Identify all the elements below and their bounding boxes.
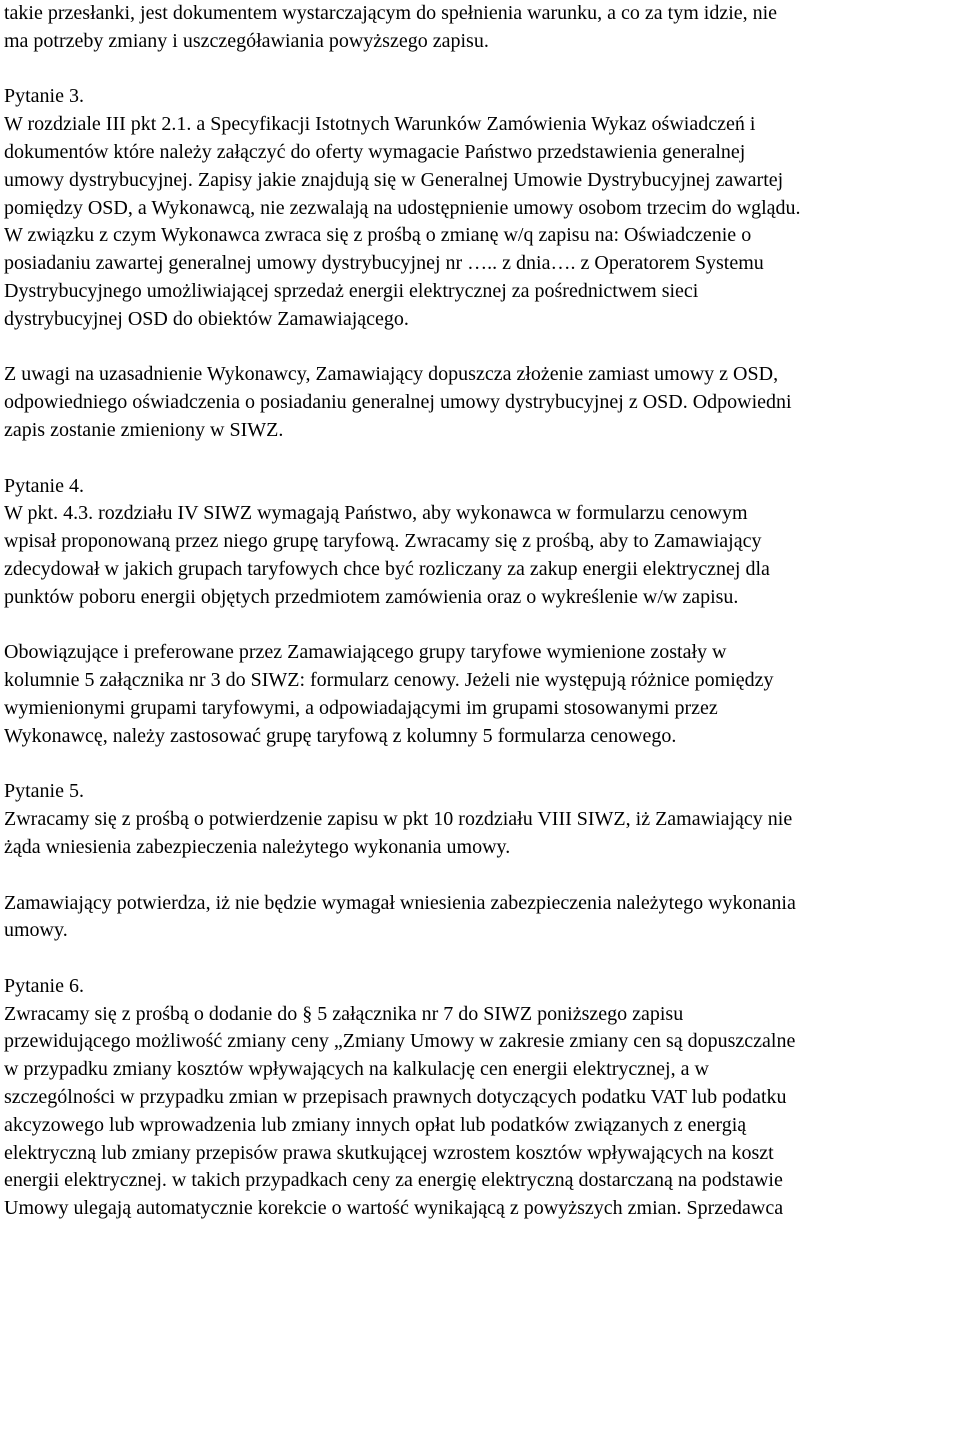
text-line: w przypadku zmiany kosztów wpływających na kalkulację cen energii elektrycznej, a w [4,1058,709,1081]
text-line: akcyzowego lub wprowadzenia lub zmiany innych opłat lub podatków związanych z energią [4,1113,747,1136]
question-6 [4,973,960,1223]
text-line: zapis zostanie zmieniony w SIWZ. [4,418,284,441]
paragraph-gap [4,862,960,890]
text-line: odpowiedniego oświadczenia o posiadaniu generalnej umowy dystrybucyjnej z OSD. Odpowiedni [4,391,792,414]
text-line: ma potrzeby zmiany i uszczegóławiania powyższego zapisu. [4,29,489,52]
question-heading: Pytanie 6. [4,974,84,997]
paragraph-gap [4,56,960,84]
question-heading: Pytanie 4. [4,474,84,497]
text-line: wymienionymi grupami taryfowymi, a odpowiadającymi im grupami stosowanymi przez [4,696,718,719]
text-line: szczególności w przypadku zmian w przepisach prawnych dotyczących podatku VAT lub podatku [4,1086,787,1109]
text-line: Zwracamy się z prośbą o dodanie do § 5 załącznika nr 7 do SIWZ poniższego zapisu [4,1002,684,1025]
text-line: energii elektrycznej. w takich przypadkach ceny za energię elektryczną dostarczaną na podstawie [4,1169,783,1192]
answer-4 [4,639,960,750]
question-heading: Pytanie 3. [4,85,84,108]
text-line: punktów poboru energii objętych przedmiotem zamówienia oraz o wykreślenie w/w zapisu. [4,585,739,608]
answer-3 [4,361,960,444]
question-heading: Pytanie 5. [4,780,84,803]
question-3 [4,83,960,333]
answer-5 [4,890,960,946]
text-line: Wykonawcę, należy zastosować grupę taryfową z kolumny 5 formularza cenowego. [4,724,677,747]
text-line: zdecydował w jakich grupach taryfowych chce być rozliczany za zakup energii elektrycznej dla [4,557,770,580]
text-line: dystrybucyjnej OSD do obiektów Zamawiającego. [4,307,409,330]
text-line: kolumnie 5 załącznika nr 3 do SIWZ: formularz cenowy. Jeżeli nie występują różnice pomiędzy [4,669,774,692]
text-line: dokumentów które należy załączyć do oferty wymagacie Państwo przedstawienia generalnej [4,140,746,163]
paragraph-gap [4,334,960,362]
text-line: Zwracamy się z prośbą o potwierdzenie zapisu w pkt 10 rozdziału VIII SIWZ, iż Zamawiający nie [4,808,793,831]
text-line: W rozdziale III pkt 2.1. a Specyfikacji Istotnych Warunków Zamówienia Wykaz oświadczeń i [4,113,756,136]
paragraph-gap [4,945,960,973]
question-5 [4,778,960,861]
paragraph-gap [4,612,960,640]
text-line: Umowy ulegają automatycznie korekcie o wartość wynikającą z powyższych zmian. Sprzedawca [4,1197,784,1220]
text-line: Zamawiający potwierdza, iż nie będzie wymagał wniesienia zabezpieczenia należytego wykonania [4,891,796,914]
text-line: przewidującego możliwość zmiany ceny „Zmiany Umowy w zakresie zmiany cen są dopuszczalne [4,1030,796,1053]
text-line: Z uwagi na uzasadnienie Wykonawcy, Zamawiający dopuszcza złożenie zamiast umowy z OSD, [4,363,779,386]
text-line: W pkt. 4.3. rozdziału IV SIWZ wymagają Państwo, aby wykonawca w formularzu cenowym [4,502,748,525]
text-line: W związku z czym Wykonawca zwraca się z prośbą o zmianę w/q zapisu na: Oświadczenie o [4,224,752,247]
paragraph-gap [4,751,960,779]
text-line: takie przesłanki, jest dokumentem wystarczającym do spełnienia warunku, a co za tym idzie, nie [4,2,778,24]
question-4 [4,473,960,612]
text-line: wpisał proponowaną przez niego grupę taryfową. Zwracamy się z prośbą, aby to Zamawiający [4,530,762,553]
text-line: elektryczną lub zmiany przepisów prawa skutkującej wzrostem kosztów wpływających na koszt [4,1141,774,1164]
text-line: żąda wniesienia zabezpieczenia należytego wykonania umowy. [4,835,511,858]
text-line: posiadaniu zawartej generalnej umowy dystrybucyjnej nr ….. z dnia…. z Operatorem Systemu [4,252,764,275]
paragraph-gap [4,445,960,473]
text-line: umowy dystrybucyjnej. Zapisy jakie znajdują się w Generalnej Umowie Dystrybucyjnej zawartej [4,168,784,191]
text-line: Obowiązujące i preferowane przez Zamawiającego grupy taryfowe wymienione zostały w [4,641,727,664]
text-line: Dystrybucyjnego umożliwiającej sprzedaż energii elektrycznej za pośrednictwem sieci [4,279,699,302]
paragraph-intro [4,0,960,56]
text-line: pomiędzy OSD, a Wykonawcą, nie zezwalają na udostępnienie umowy osobom trzecim do wglądu. [4,196,801,219]
text-line: umowy. [4,919,68,942]
